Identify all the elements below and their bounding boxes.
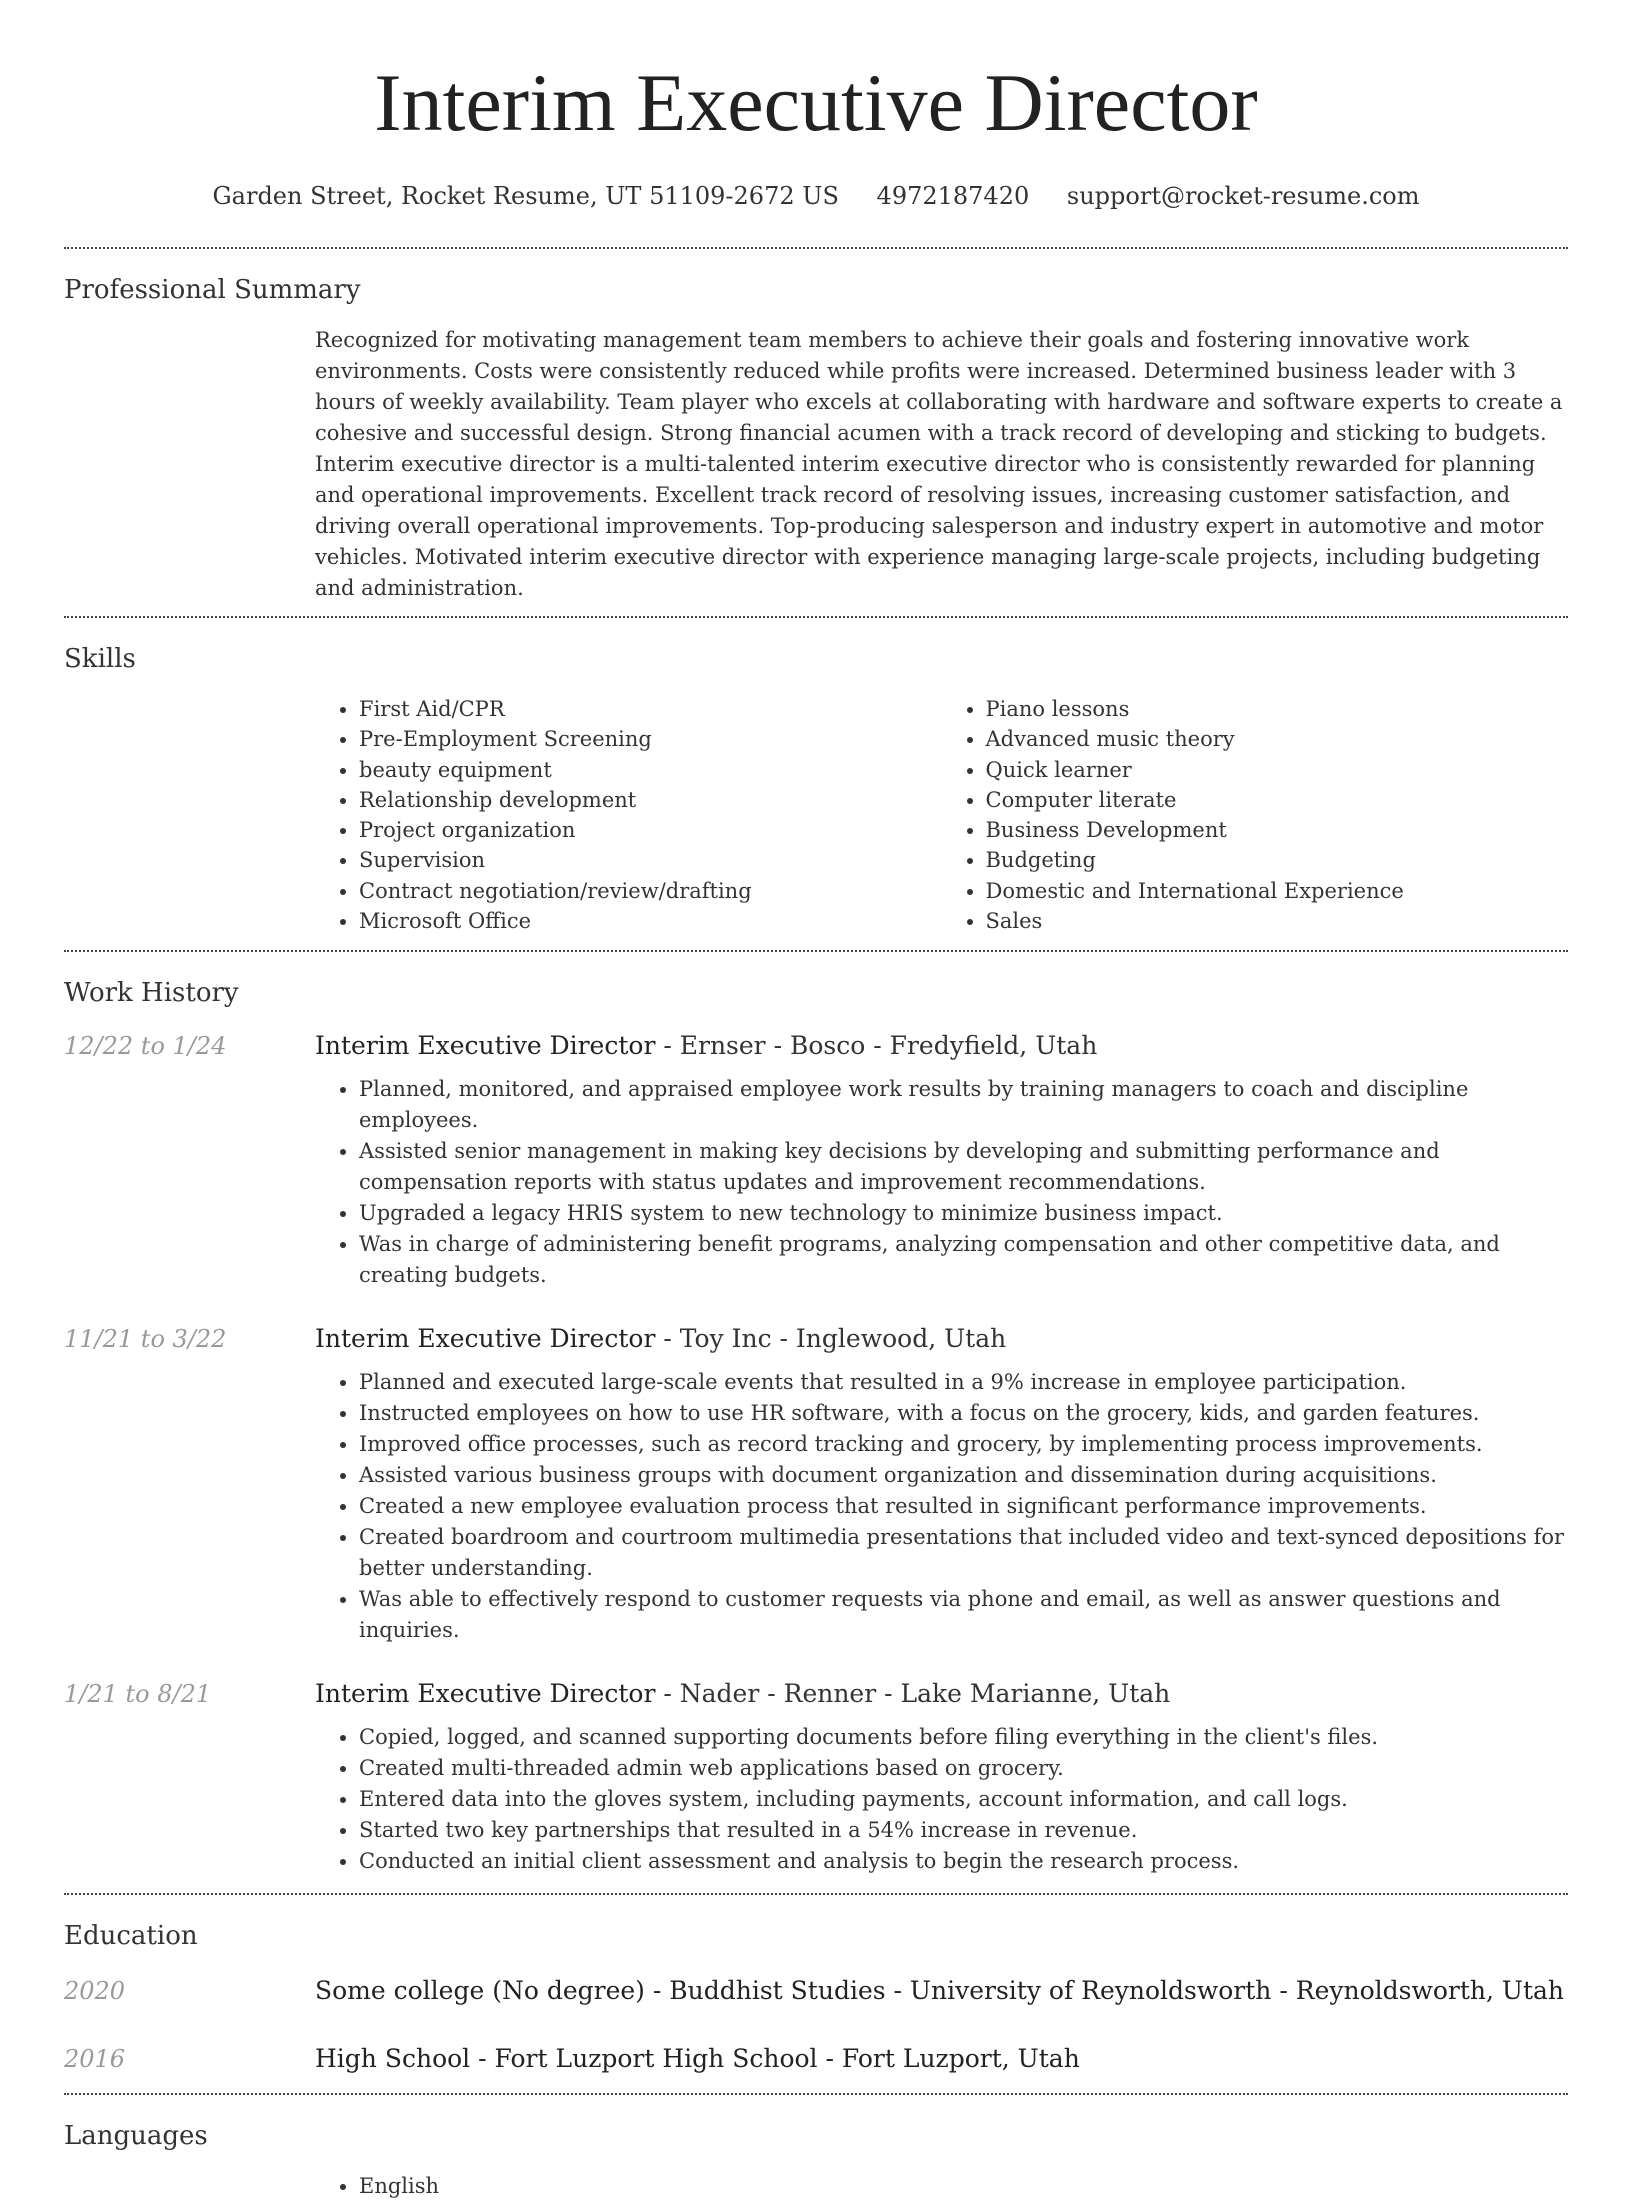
skill-item: • Microsoft Office <box>359 906 942 936</box>
job-bullet: • Copied, logged, and scanned supporting documents before filing everything in the client's files. <box>359 1722 1568 1753</box>
job-body <box>315 1321 1568 1646</box>
education-title: Education <box>64 1921 198 1952</box>
job-title <box>315 1676 1568 1712</box>
job-bullet: • Planned, monitored, and appraised employee work results by training managers to coach and discipline employees. <box>359 1074 1568 1136</box>
education-detail: High School - Fort Luzport High School - Fort Luzport, Utah <box>315 2044 1080 2074</box>
job-dates: 12/22 to 1/24 <box>64 1032 227 1061</box>
job-body <box>315 1676 1568 1877</box>
skill-item: • Domestic and International Experience <box>986 876 1569 906</box>
job-company: - Nader - Renner - Lake Marianne, Utah <box>655 1679 1171 1709</box>
skill-item: • Budgeting <box>986 845 1569 875</box>
job-bullets <box>315 1074 1568 1291</box>
job-title <box>315 1028 1568 1064</box>
education-entry <box>64 1971 1568 2011</box>
skill-item: • Quick learner <box>986 755 1569 785</box>
summary-title: Professional Summary <box>64 275 361 305</box>
education-entry <box>64 2039 1568 2079</box>
education-section <box>64 1895 1568 2079</box>
languages-list <box>315 2171 1568 2202</box>
job-bullets <box>315 1722 1568 1877</box>
job-title <box>315 1321 1568 1357</box>
job-dates: 1/21 to 8/21 <box>64 1680 212 1709</box>
job-company: - Toy Inc - Inglewood, Utah <box>655 1324 1007 1354</box>
job-bullet: • Was able to effectively respond to customer requests via phone and email, as well as answer questions and inquiries. <box>359 1584 1568 1646</box>
skills-right-list <box>942 694 1569 936</box>
job-entry <box>64 1676 1568 1877</box>
candidate-name: Interim Executive Director <box>374 57 1258 148</box>
job-body <box>315 1028 1568 1291</box>
job-bullet: • Created boardroom and courtroom multimedia presentations that included video and text-synced depositions for better understanding. <box>359 1522 1568 1584</box>
education-year: 2016 <box>64 2045 126 2074</box>
skill-item: • Relationship development <box>359 785 942 815</box>
job-bullet: • Created a new employee evaluation process that resulted in significant performance improvements. <box>359 1491 1568 1522</box>
languages-section <box>64 2095 1568 2202</box>
job-role: Interim Executive Director <box>315 1679 656 1709</box>
job-bullet: • Instructed employees on how to use HR software, with a focus on the grocery, kids, and garden features. <box>359 1398 1568 1429</box>
skill-item: • Sales <box>986 906 1569 936</box>
work-title: Work History <box>64 978 239 1009</box>
job-bullet: • Improved office processes, such as record tracking and grocery, by implementing process improvements. <box>359 1429 1568 1460</box>
job-bullets <box>315 1367 1568 1646</box>
skill-item: • Supervision <box>359 845 942 875</box>
summary-section <box>64 249 1568 616</box>
skill-item: • Piano lessons <box>986 694 1569 724</box>
job-bullet: • Created multi-threaded admin web applications based on grocery. <box>359 1753 1568 1784</box>
skill-item: • Business Development <box>986 815 1569 845</box>
job-company: - Ernser - Bosco - Fredyfield, Utah <box>655 1031 1098 1061</box>
skill-item: • Contract negotiation/review/drafting <box>359 876 942 906</box>
job-bullet: • Was in charge of administering benefit programs, analyzing compensation and other competitive data, and creating budgets. <box>359 1229 1568 1291</box>
job-entry <box>64 1321 1568 1646</box>
education-year: 2020 <box>64 1977 126 2006</box>
job-bullet: • Conducted an initial client assessment and analysis to begin the research process. <box>359 1846 1568 1877</box>
resume-page <box>64 0 1568 2202</box>
job-bullet: • Started two key partnerships that resulted in a 54% increase in revenue. <box>359 1815 1568 1846</box>
contact-phone: 4972187420 <box>876 182 1030 210</box>
skill-item: • Pre-Employment Screening <box>359 724 942 754</box>
job-bullet: • Assisted senior management in making key decisions by developing and submitting performance and compensation reports with status updates and improvement recommendations. <box>359 1136 1568 1198</box>
job-bullet: • Planned and executed large-scale events that resulted in a 9% increase in employee participation. <box>359 1367 1568 1398</box>
skills-title: Skills <box>64 644 136 674</box>
job-role: Interim Executive Director <box>315 1031 656 1061</box>
skill-item: • Computer literate <box>986 785 1569 815</box>
skill-item: • Project organization <box>359 815 942 845</box>
work-section <box>64 952 1568 1877</box>
skill-item: • beauty equipment <box>359 755 942 785</box>
job-bullet: • Assisted various business groups with document organization and dissemination during acquisitions. <box>359 1460 1568 1491</box>
education-detail: Some college (No degree) - Buddhist Studies - University of Reynoldsworth - Reynoldsworth, Utah <box>315 1976 1565 2006</box>
skills-section <box>64 618 1568 950</box>
languages-title: Languages <box>64 2121 208 2152</box>
contact-address: Garden Street, Rocket Resume, UT 51109-2672 US <box>212 182 839 210</box>
language-item: • English <box>359 2171 1568 2202</box>
skills-lists <box>315 694 1568 950</box>
skills-left-list <box>315 694 942 936</box>
job-dates: 11/21 to 3/22 <box>64 1325 227 1354</box>
job-bullet: • Upgraded a legacy HRIS system to new technology to minimize business impact. <box>359 1198 1568 1229</box>
contact-email[interactable]: support@rocket-resume.com <box>1066 182 1420 210</box>
languages-items <box>315 2171 1568 2202</box>
job-bullet: • Entered data into the gloves system, including payments, account information, and call logs. <box>359 1784 1568 1815</box>
summary-text: Recognized for motivating management team members to achieve their goals and fostering innovative work environments. Costs were consistently reduced while profits were increased. Determined business leader with 3 hours of weekly availability. Team player who excels at collaborating with hardware and software experts to create a cohesive and successful design. Strong financial acumen with a track record of developing and sticking to budgets. Interim executive director is a multi-talented interim executive director who is consistently rewarded for planning and operational improvements. Excellent track record of resolving issues, increasing customer satisfaction, and driving overall operational improvements. Top-producing salesperson and industry expert in automotive and motor vehicles. Motivated interim executive director with experience managing large-scale projects, including budgeting and administration. <box>315 328 1563 600</box>
skill-item: • First Aid/CPR <box>359 694 942 724</box>
contact-info <box>64 182 1568 210</box>
job-role: Interim Executive Director <box>315 1324 656 1354</box>
job-entry <box>64 1028 1568 1291</box>
skill-item: • Advanced music theory <box>986 724 1569 754</box>
